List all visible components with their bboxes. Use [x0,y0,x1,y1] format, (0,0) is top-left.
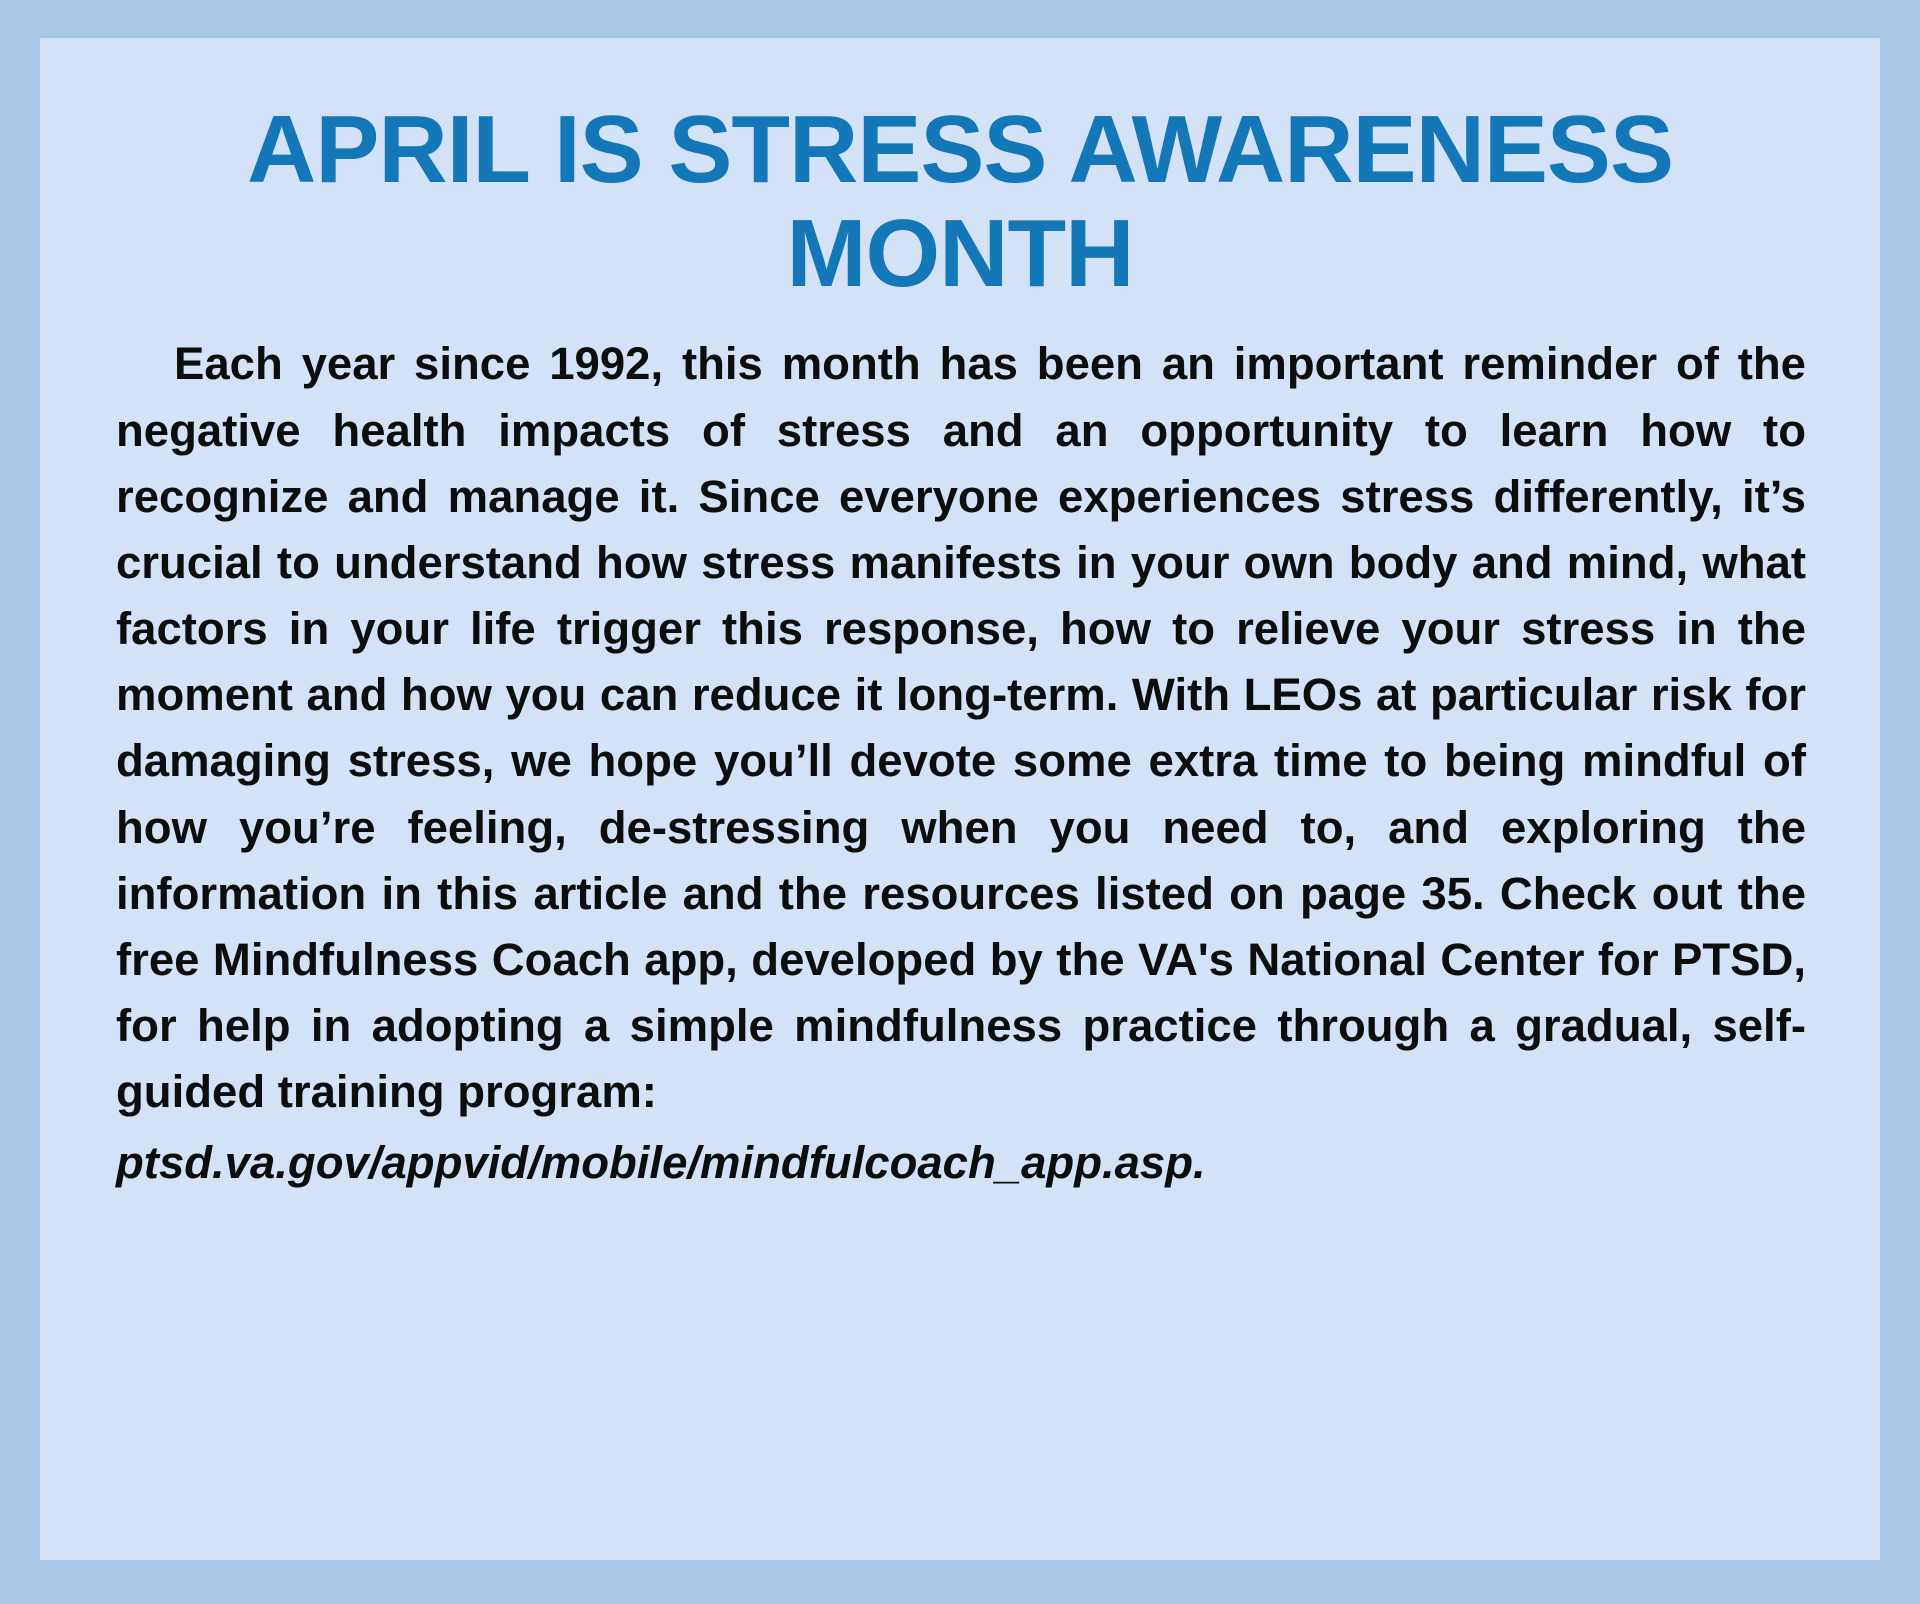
callout-box-inner [40,38,1880,1560]
resource-url[interactable]: ptsd.va.gov/appvid/mobile/mindfulcoach_app.asp. [116,1136,1206,1188]
callout-body-text [102,331,1818,1195]
page-title: APRIL IS STRESS AWARENESS MONTH [247,96,1673,307]
body-paragraph: Each year since 1992, this month has been an important reminder of the negative health impacts of stress and an opportunity to learn how to recognize and manage it. Since everyone experiences stress differently, it’s crucial to understand how stress manifests in your own body and mind, what factors in your life trigger this response, how to relieve your stress in the moment and how you can reduce it long-term. With LEOs at particular risk for damaging stress, we hope you’ll devote some extra time to being mindful of how you’re feeling, de-stressing when you need to, and exploring the information in this article and the resources listed on page 35. Check out the free Mindfulness Coach app, developed by the VA's National Center for PTSD, for help in adopting a simple mindfulness practice through a gradual, self-guided training program: [116,338,1806,1118]
